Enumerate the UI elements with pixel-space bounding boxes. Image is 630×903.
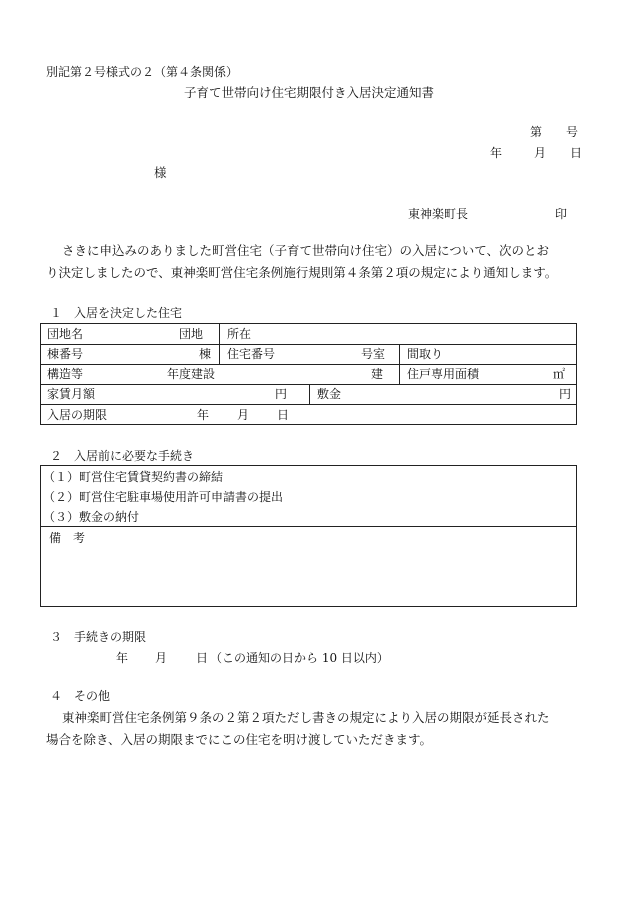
area-unit: ㎡ xyxy=(553,367,566,381)
deadline-note: （この通知の日から 10 日以内） xyxy=(210,651,389,665)
deadline-day: 日 xyxy=(196,651,209,665)
date-month: 月 xyxy=(534,146,547,160)
rent-unit: 円 xyxy=(275,387,288,401)
built-suffix: 建 xyxy=(371,367,384,381)
floor-plan-label: 間取り xyxy=(407,347,444,361)
built-year-label: 年度建設 xyxy=(167,367,216,381)
document-title: 子育て世帯向け住宅期限付き入居決定通知書 xyxy=(184,85,435,100)
structure-label: 構造等 xyxy=(47,367,84,381)
date-day: 日 xyxy=(570,146,583,160)
intro-line-1: さきに申込みのありました町営住宅（子育て世帯向け住宅）の入居について、次のとお xyxy=(62,243,550,258)
date-year: 年 xyxy=(490,146,503,160)
occupancy-period-label: 入居の期限 xyxy=(47,408,108,422)
housing-decision-table xyxy=(40,323,577,425)
section4-line-1: 東神楽町営住宅条例第９条の２第２項ただし書きの規定により入居の期限が延長された xyxy=(62,710,550,725)
estate-name-label: 団地名 xyxy=(47,327,84,341)
intro-line-2: り決定しましたので、東神楽町営住宅条例施行規則第４条第２項の規定により通知します。 xyxy=(46,265,558,280)
recipient-suffix: 様 xyxy=(154,165,167,180)
deadline-year: 年 xyxy=(116,651,129,665)
procedure-item: （２）町営住宅駐車場使用許可申請書の提出 xyxy=(43,490,284,504)
floor-area-label: 住戸専用面積 xyxy=(407,367,480,381)
form-number: 別記第２号様式の２（第４条関係） xyxy=(46,65,239,79)
section4-line-2: 場合を除き、入居の期限までにこの住宅を明け渡していただきます。 xyxy=(46,732,433,747)
deposit-unit: 円 xyxy=(559,387,572,401)
section2-heading: ２ 入居前に必要な手続き xyxy=(50,449,195,463)
section4-heading: ４ その他 xyxy=(50,689,111,703)
building-unit: 棟 xyxy=(199,347,212,361)
unit-number-label: 住宅番号 xyxy=(227,347,276,361)
seal-mark: 印 xyxy=(555,207,568,221)
section3-heading: ３ 手続きの期限 xyxy=(50,630,147,644)
deadline-month: 月 xyxy=(155,651,168,665)
section1-heading: １ 入居を決定した住宅 xyxy=(50,306,183,320)
procedure-item: （１）町営住宅賃貸契約書の締結 xyxy=(43,470,224,484)
procedure-item: （３）敷金の納付 xyxy=(43,510,140,524)
issuer-name: 東神楽町長 xyxy=(408,207,469,221)
remarks-label: 備 考 xyxy=(49,531,86,545)
location-label: 所在 xyxy=(227,327,252,341)
deposit-label: 敷金 xyxy=(317,387,342,401)
period-day: 日 xyxy=(277,408,290,422)
building-number-label: 棟番号 xyxy=(47,347,84,361)
period-month: 月 xyxy=(237,408,250,422)
unit-suffix: 号室 xyxy=(361,347,386,361)
document-number-label: 第 号 xyxy=(530,125,579,139)
monthly-rent-label: 家賃月額 xyxy=(47,387,96,401)
period-year: 年 xyxy=(197,408,210,422)
estate-unit: 団地 xyxy=(179,327,204,341)
procedures-table xyxy=(40,465,577,607)
